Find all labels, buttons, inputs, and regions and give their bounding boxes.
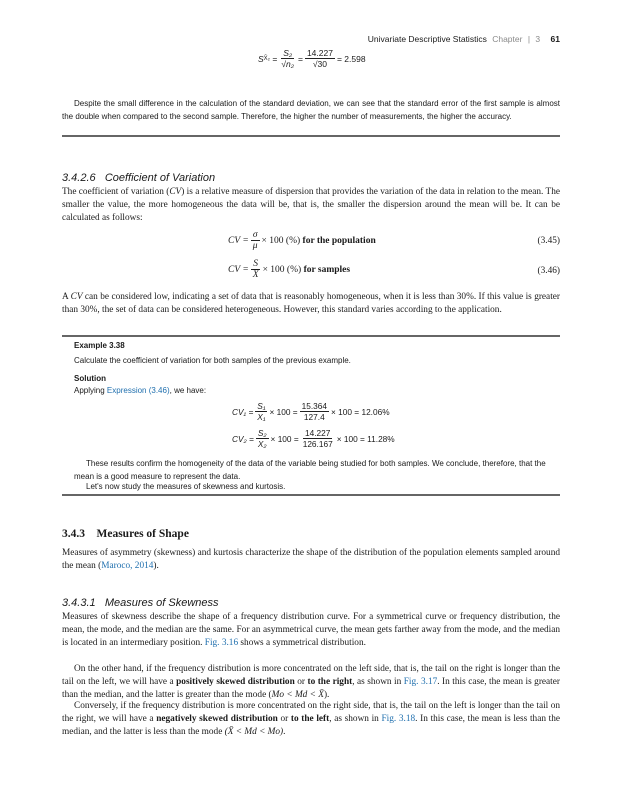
paragraph-cv-threshold	[62, 291, 560, 317]
expression-link[interactable]: Expression (3.46)	[106, 386, 170, 395]
cv1-num1: S₁	[257, 401, 266, 411]
cv2-mid: × 100 =	[270, 433, 299, 444]
formula-num1: S₂	[283, 48, 293, 58]
text: , we have:	[169, 386, 207, 395]
section-number: 3.4.3	[62, 528, 85, 540]
text: .	[283, 727, 286, 737]
text: or	[294, 677, 308, 687]
text: ).	[323, 690, 330, 700]
divider	[62, 135, 560, 137]
eq-lhs: CV =	[228, 264, 249, 275]
paragraph-despite: Despite the small difference in the calculation of the standard deviation, we can see that the standard error of the first sample is almost the double when compared to the second sample. Therefore, the higher the number of measurements, the higher the accuracy.	[62, 99, 560, 121]
text-cv: CV	[169, 187, 182, 197]
running-header	[368, 34, 560, 44]
example-title: Example 3.38	[74, 341, 125, 350]
bold-term: to the left	[290, 714, 330, 724]
eq-label: for samples	[303, 264, 351, 275]
text: Measures of skewness describe the shape of a frequency distribution curve. For a symmetrical curve or frequency distribution, the mean, the mode, and the median are the same. For an asymmetrical curve, the mean gets farther away from the mode, and the median is located in an intermediary position.	[62, 612, 560, 648]
paragraph-shape	[62, 547, 560, 573]
bold-term: negatively skewed distribution	[156, 714, 278, 724]
text: or	[277, 714, 291, 724]
text-cv: CV	[70, 292, 83, 302]
section-title: Measures of Shape	[96, 528, 189, 540]
cv1-mid: × 100 =	[269, 406, 298, 417]
cv1-lhs: CV₁ =	[232, 406, 254, 417]
formula-result: = 2.598	[336, 53, 366, 64]
text: can be considered low, indicating a set of data that is reasonably homogeneous, when it is less than 30%. If this value is greater than 30%, the set of data can be considered heterogeneous. However, this standard varies according to the application.	[62, 292, 560, 315]
citation-link[interactable]: Maroco, 2014	[101, 561, 154, 571]
standard-error-formula: S X̄₂ = $\frac{\text{S₂}}{\text{√n₂}}$ = $\frac{14.227}{√30}$ = 2.598	[258, 48, 366, 69]
page-number: 61	[550, 34, 560, 44]
inequality: (X̄ < Md < Mo)	[224, 727, 284, 737]
text: . In this case, the mean is less than the median, and the latter is less than the mode	[62, 714, 560, 737]
solution-label: Solution	[74, 374, 106, 383]
cv2-num1: S₂	[257, 428, 267, 438]
text: shows a symmetrical distribution.	[238, 638, 366, 648]
text: ).	[153, 561, 159, 571]
eq-lhs: CV =	[228, 235, 249, 246]
section-number: 3.4.2.6	[62, 172, 96, 184]
inequality: Mo < Md < X̄	[271, 690, 324, 700]
example-question: Calculate the coefficient of variation for both samples of the previous example.	[74, 356, 351, 365]
eq-num: σ	[252, 230, 258, 240]
section-number: 3.4.3.1	[62, 597, 96, 609]
bold-term: to the right	[307, 677, 353, 687]
text: ) is a relative measure of dispersion that provides the variation of the data in relation to the mean. The smaller the value, the more homogeneous the data will be, that is, the smaller the dispersion around the mean will be. It can be calculated as follows:	[62, 187, 560, 223]
header-title: Univariate Descriptive Statistics	[367, 34, 487, 44]
eq-label: for the population	[302, 235, 376, 246]
eq-rest: × 100 (%)	[262, 264, 302, 275]
section-heading-shape	[62, 528, 189, 540]
paragraph-cv-intro	[62, 186, 560, 225]
applying-line	[74, 385, 206, 398]
figure-link[interactable]: Fig. 3.17	[403, 677, 438, 687]
header-chapter-num: 3	[535, 34, 541, 44]
bold-term: positively skewed distribution	[176, 677, 295, 687]
example-bottom-rule	[62, 494, 560, 496]
text: The coefficient of variation (	[62, 187, 170, 197]
cv2-den1: X₂	[257, 439, 267, 449]
text: . In this case, the mean is greater than the median, and the latter is greater than the mode (	[62, 677, 560, 700]
cv2-lhs: CV₂ =	[232, 433, 254, 444]
eq-den: μ	[252, 241, 258, 251]
formula-den1: √n₂	[281, 59, 294, 69]
cv2-formula	[232, 428, 395, 449]
equation-number-3-46: (3.46)	[537, 266, 560, 276]
formula-num2: 14.227	[306, 48, 333, 58]
figure-link[interactable]: Fig. 3.18	[381, 714, 416, 724]
paragraph-skewness-3	[62, 700, 560, 739]
cv1-den1: X₁	[257, 412, 266, 422]
eq-num: S	[253, 259, 259, 269]
cv1-result: × 100 = 12.06%	[331, 406, 390, 417]
text: Applying	[74, 386, 107, 395]
equation-3-45	[228, 230, 376, 251]
equation-number-3-45: (3.45)	[537, 236, 560, 246]
cv1-num2: 15.364	[301, 401, 327, 411]
equation-3-46	[228, 259, 350, 280]
paragraph-skewness-2	[62, 663, 560, 702]
example-next: Let's now study the measures of skewness and kurtosis.	[86, 482, 286, 491]
formula-lhs: S	[258, 53, 264, 64]
eq-rest: × 100 (%)	[261, 235, 301, 246]
cv1-formula	[232, 401, 390, 422]
example-top-rule	[62, 335, 560, 337]
section-heading-skewness	[62, 597, 219, 609]
section-heading-cv	[62, 172, 215, 184]
cv2-num2: 14.227	[305, 428, 331, 438]
text: , as shown in	[329, 714, 382, 724]
text: Conversely, if the frequency distribution is more concentrated on the right side, that is, the tail on the left is longer than the tail on the right, we will have a	[62, 701, 560, 724]
cv1-den2: 127.4	[303, 412, 325, 422]
cv2-result: × 100 = 11.28%	[336, 433, 395, 444]
formula-lhs-sub: X̄₂	[263, 55, 271, 62]
figure-link[interactable]: Fig. 3.16	[204, 638, 239, 648]
section-title: Measures of Skewness	[104, 597, 219, 609]
paragraph-skewness-1	[62, 611, 560, 650]
text: On the other hand, if the frequency distribution is more concentrated on the left side, that is, the tail on the right is longer than the tail on the left, we will have a	[62, 664, 560, 687]
text: A	[62, 292, 71, 302]
header-sep: |	[527, 34, 531, 44]
example-conclusion: These results confirm the homogeneity of the data of the variable being studied for both samples. We conclude, therefore, that the mean is a good measure to represent the data.	[74, 459, 546, 481]
eq-den: X	[252, 270, 259, 280]
header-chapter: Chapter	[492, 34, 523, 44]
formula-den2: √30	[312, 59, 328, 69]
section-title: Coefficient of Variation	[104, 172, 216, 184]
text: , as shown in	[352, 677, 404, 687]
text: Measures of asymmetry (skewness) and kurtosis characterize the shape of the distribution of the population elements sampled around the mean (	[62, 548, 560, 571]
cv2-den2: 126.167	[302, 439, 333, 449]
